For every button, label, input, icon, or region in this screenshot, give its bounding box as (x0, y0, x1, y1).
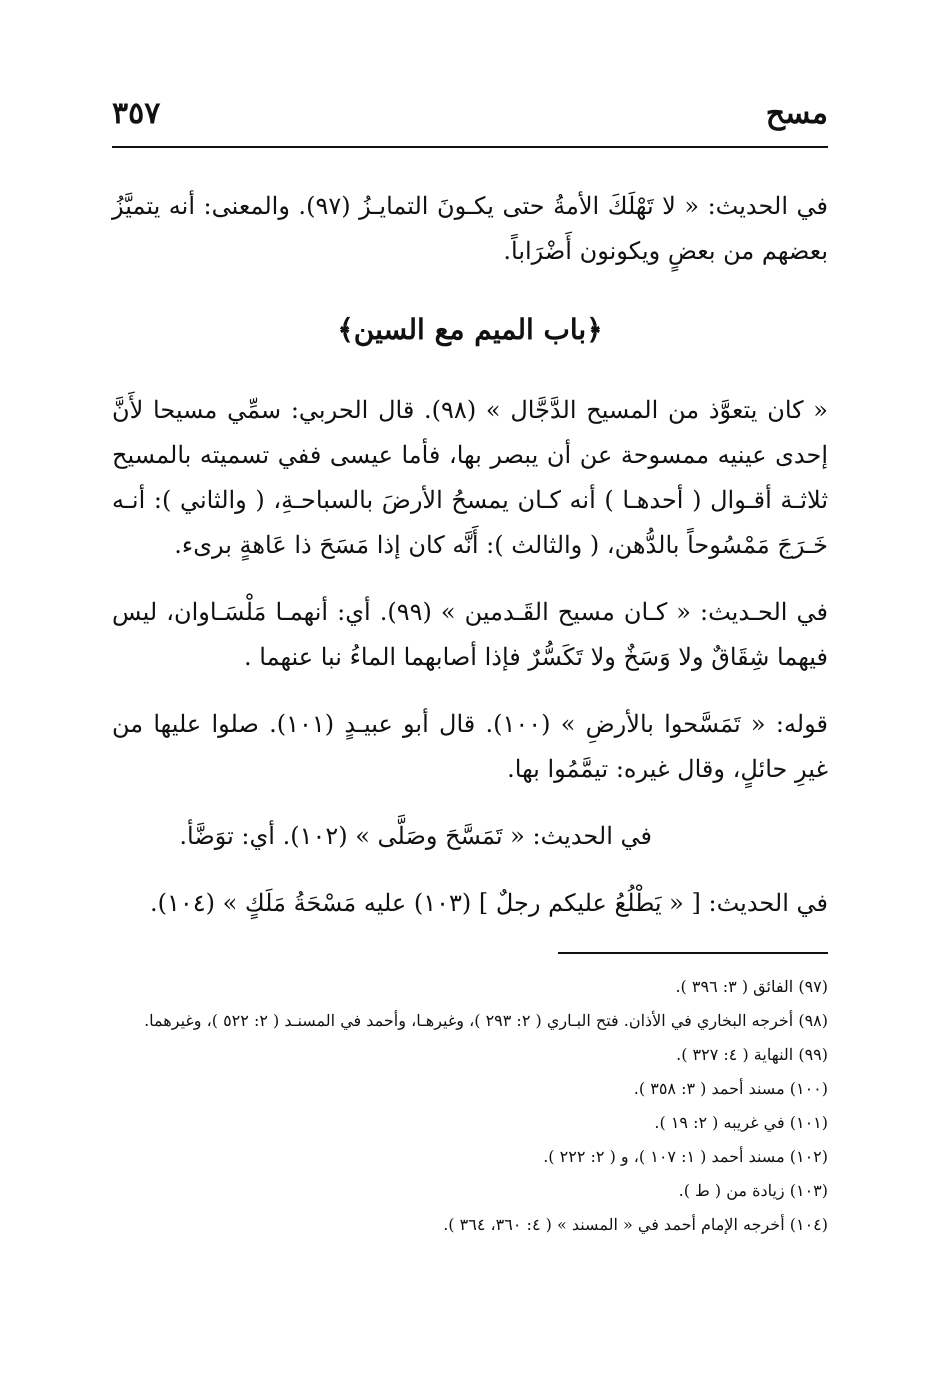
paragraph-4: قوله: « تَمَسَّحوا بالأرضِ » (١٠٠). قال أبو عبيـدٍ (١٠١). صلوا عليها من غيرِ حائلٍ، وقال غيره: تيمَّمُوا بها. (112, 710, 828, 783)
book-page (112, 88, 828, 1318)
main-text (112, 184, 828, 926)
footnote-104: (١٠٤) أخرجه الإمام أحمد في « المسند » ( ٤: ٣٦٠، ٣٦٤ ). (443, 1215, 828, 1234)
paragraph-2: « كان يتعوَّذ من المسيح الدَّجَّال » (٩٨). قال الحربي: سمِّي مسيحا لأَنَّ إحدى عينيه ممسوحة عن أن يبصر بها، فأما عيسى ففي تسميته بالمسيح ثلاثـة أقـوال ( أحدهـا ) أنه كـان يمسحُ الأرضَ بالسباحـةِ، ( والثاني ): أنـه خَـرَجَ مَمْسُوحاً بالدُّهن، ( والثالث ): أَنَّه كان إذا مَسَحَ ذا عَاهةٍ برىء. (112, 396, 828, 559)
paragraph-5: في الحديث: « تَمَسَّحَ وصَلَّى » (١٠٢). أي: توَضَّأ. (179, 822, 652, 850)
footnote-102: (١٠٢) مسند أحمد ( ١: ١٠٧ )، و ( ٢: ٢٢٢ ). (543, 1147, 828, 1166)
paragraph-6: في الحديث: [ « يَطْلُعُ عليكم رجلٌ ] (١٠٣) عليه مَسْحَةُ مَلَكٍ » (١٠٤). (149, 889, 828, 917)
footnote-103: (١٠٣) زيادة من ( ط ). (678, 1181, 828, 1200)
footnote-100: (١٠٠) مسند أحمد ( ٣: ٣٥٨ ). (633, 1079, 828, 1098)
header-title: مسح (765, 96, 828, 131)
footnote-98: (٩٨) أخرجه البخاري في الأذان. فتح البـاري ( ٢: ٢٩٣ )، وغيرهـا، وأحمد في المسنـد ( ٢: ٥٢٢ )، وغيرهما. (144, 1011, 828, 1030)
footnote-101: (١٠١) في غريبه ( ٢: ١٩ ). (654, 1113, 828, 1132)
paragraph-1: في الحديث: « لا تَهْلَكَ الأمةُ حتى يكـونَ التمايـزُ (٩٧). والمعنى: أنه يتميَّزُ بعضهم من بعضٍ ويكونون أَضْرَاباً. (112, 192, 829, 265)
footnote-97: (٩٧) الفائق ( ٣: ٣٩٦ ). (675, 977, 828, 996)
footnote-99: (٩٩) النهاية ( ٤: ٣٢٧ ). (676, 1045, 828, 1064)
footnotes (112, 970, 828, 1242)
running-head (112, 88, 828, 148)
page-number: ٣٥٧ (112, 96, 161, 131)
paragraph-3: في الحـديث: « كـان مسيح القَـدمين » (٩٩). أي: أنهمـا مَلْسَـاوان، ليس فيهما شِقَاقٌ ولا وَسَخٌ ولا تَكَسُّرٌ فإذا أصابهما الماءُ نبا عنهما . (112, 598, 828, 671)
footnote-divider (558, 952, 828, 954)
chapter-title: ﴿باب الميم مع السين﴾ (337, 313, 603, 346)
